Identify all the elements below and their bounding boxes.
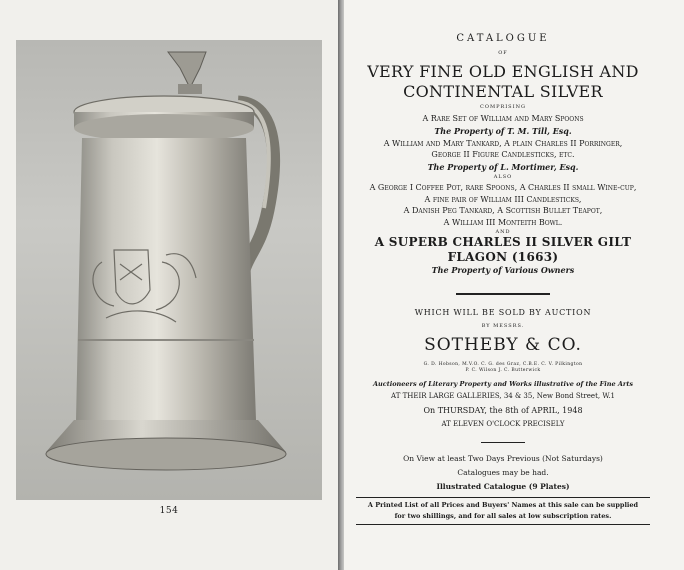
sale-date: On THURSDAY, the 8th of APRIL, 1948 — [423, 406, 583, 415]
lot-line-2: A William and Mary Tankard, A plain Charles II Porringer, — [383, 139, 623, 148]
short-divider — [481, 442, 525, 443]
title-line-1: VERY FINE OLD ENGLISH AND — [367, 62, 639, 81]
partner-names-2: P. C. Wilson J. C. Butterwick — [465, 368, 541, 373]
sold-by-line: WHICH WILL BE SOLD BY AUCTION — [414, 308, 592, 317]
silver-flagon-image — [16, 40, 322, 500]
lot-line-5: A fine pair of William III Candlesticks, — [424, 195, 582, 204]
galleries-address: AT THEIR LARGE GALLERIES, 34 & 35, New Bond Street, W.1 — [391, 392, 615, 400]
of-label: OF — [498, 50, 508, 56]
printed-list-line-1: A Printed List of all Prices and Buyers' Names at this sale can be supplied — [367, 501, 639, 509]
notice-rule-top — [356, 497, 650, 498]
owner-line-1: The Property of T. M. Till, Esq. — [434, 126, 572, 136]
on-view-line: On View at least Two Days Previous (Not Saturdays) — [403, 454, 603, 463]
catalogues-line: Catalogues may be had. — [457, 468, 549, 477]
comprising-label: COMPRISING — [480, 104, 526, 110]
illustrated-catalogue-line: Illustrated Catalogue (9 Plates) — [436, 482, 570, 491]
auctioneer-name: SOTHEBY & CO. — [424, 335, 582, 355]
lot-line-1: A Rare Set of William and Mary Spoons — [422, 114, 584, 123]
left-page — [0, 0, 338, 570]
lot-line-3: George II Figure Candlesticks, etc. — [431, 150, 575, 159]
plate-number: 154 — [159, 506, 179, 516]
by-messrs-label: BY MESSRS. — [481, 323, 525, 329]
also-label: ALSO — [493, 174, 513, 180]
lot-line-6: A Danish Peg Tankard, A Scottish Bullet Teapot, — [403, 206, 603, 215]
owner-line-2: The Property of L. Mortimer, Esq. — [427, 162, 579, 172]
sale-time: AT ELEVEN O'CLOCK PRECISELY — [441, 420, 565, 428]
and-label: AND — [495, 229, 511, 235]
flagon-photograph — [16, 40, 322, 500]
owner-line-3: The Property of Various Owners — [431, 265, 575, 275]
right-page — [344, 0, 684, 570]
highlight-line-1: A SUPERB CHARLES II SILVER GILT — [374, 235, 632, 249]
lot-line-7: A William III Monteith Bowl. — [443, 218, 563, 227]
lot-line-4: A George I Coffee Pot, rare Spoons, A Charles II small Wine-cup, — [369, 183, 637, 192]
highlight-line-2: FLAGON (1663) — [447, 250, 559, 264]
printed-list-line-2: for two shillings, and for all sales at low subscription rates. — [394, 512, 612, 520]
divider-rule — [456, 293, 550, 295]
catalogue-heading: CATALOGUE — [456, 33, 550, 44]
auctioneers-of-line: Auctioneers of Literary Property and Works illustrative of the Fine Arts — [373, 380, 633, 388]
title-line-2: CONTINENTAL SILVER — [403, 82, 603, 101]
notice-rule-bottom — [356, 524, 650, 525]
partner-names-1: G. D. Hobson, M.V.O. C. G. des Graz, C.B.E. C. V. Pilkington — [423, 362, 583, 367]
